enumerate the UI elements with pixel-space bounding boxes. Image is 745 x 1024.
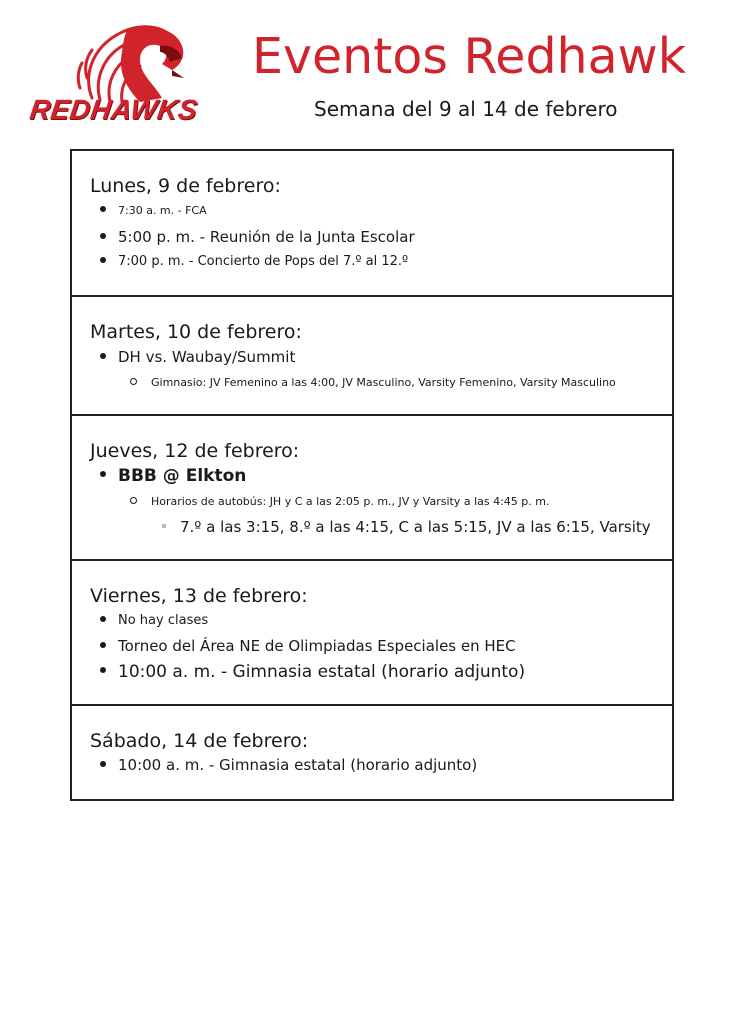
circle-bullet-icon bbox=[130, 497, 137, 504]
list-item: 10:00 a. m. - Gimnasia estatal (horario adjunto) bbox=[100, 662, 525, 682]
bullet-icon bbox=[100, 353, 106, 359]
list-item: Torneo del Área NE de Olimpiadas Especiales en HEC bbox=[100, 637, 516, 655]
list-item: 7:00 p. m. - Concierto de Pops del 7.º al 12.º bbox=[100, 254, 408, 269]
bullet-icon bbox=[100, 616, 106, 622]
day-row-monday bbox=[72, 151, 672, 297]
list-item: 7:30 a. m. - FCA bbox=[100, 204, 207, 217]
day-heading-saturday: Sábado, 14 de febrero: bbox=[90, 730, 309, 752]
day-heading-thursday: Jueves, 12 de febrero: bbox=[90, 440, 300, 462]
events-table bbox=[70, 149, 674, 801]
list-item: 10:00 a. m. - Gimnasia estatal (horario adjunto) bbox=[100, 756, 477, 774]
list-item: No hay clases bbox=[100, 613, 208, 628]
day-row-friday bbox=[72, 561, 672, 706]
square-bullet-icon bbox=[162, 524, 166, 528]
list-item: BBB @ Elkton bbox=[100, 466, 246, 486]
bullet-icon bbox=[100, 257, 106, 263]
bullet-icon bbox=[100, 206, 106, 212]
day-heading-friday: Viernes, 13 de febrero: bbox=[90, 585, 308, 607]
day-heading-tuesday: Martes, 10 de febrero: bbox=[90, 321, 302, 343]
list-item: DH vs. Waubay/Summit bbox=[100, 348, 295, 366]
logo-wordmark: REDHAWKS bbox=[27, 94, 200, 125]
bullet-icon bbox=[100, 233, 106, 239]
list-item: 5:00 p. m. - Reunión de la Junta Escolar bbox=[100, 228, 415, 246]
list-subsubitem: 7.º a las 3:15, 8.º a las 4:15, C a las 5:15, JV a las 6:15, Varsity bbox=[162, 518, 651, 536]
bullet-icon bbox=[100, 471, 106, 477]
circle-bullet-icon bbox=[130, 378, 137, 385]
day-heading-monday: Lunes, 9 de febrero: bbox=[90, 175, 281, 197]
list-subitem: Gimnasio: JV Femenino a las 4:00, JV Masculino, Varsity Femenino, Varsity Masculino bbox=[130, 376, 616, 389]
page-subtitle: Semana del 9 al 14 de febrero bbox=[314, 97, 618, 121]
day-row-saturday bbox=[72, 706, 672, 799]
day-row-tuesday bbox=[72, 297, 672, 416]
day-row-thursday bbox=[72, 416, 672, 561]
list-subitem: Horarios de autobús: JH y C a las 2:05 p. m., JV y Varsity a las 4:45 p. m. bbox=[130, 495, 550, 508]
page-title: Eventos Redhawk bbox=[252, 28, 687, 85]
bullet-icon bbox=[100, 761, 106, 767]
bullet-icon bbox=[100, 667, 106, 673]
bullet-icon bbox=[100, 642, 106, 648]
